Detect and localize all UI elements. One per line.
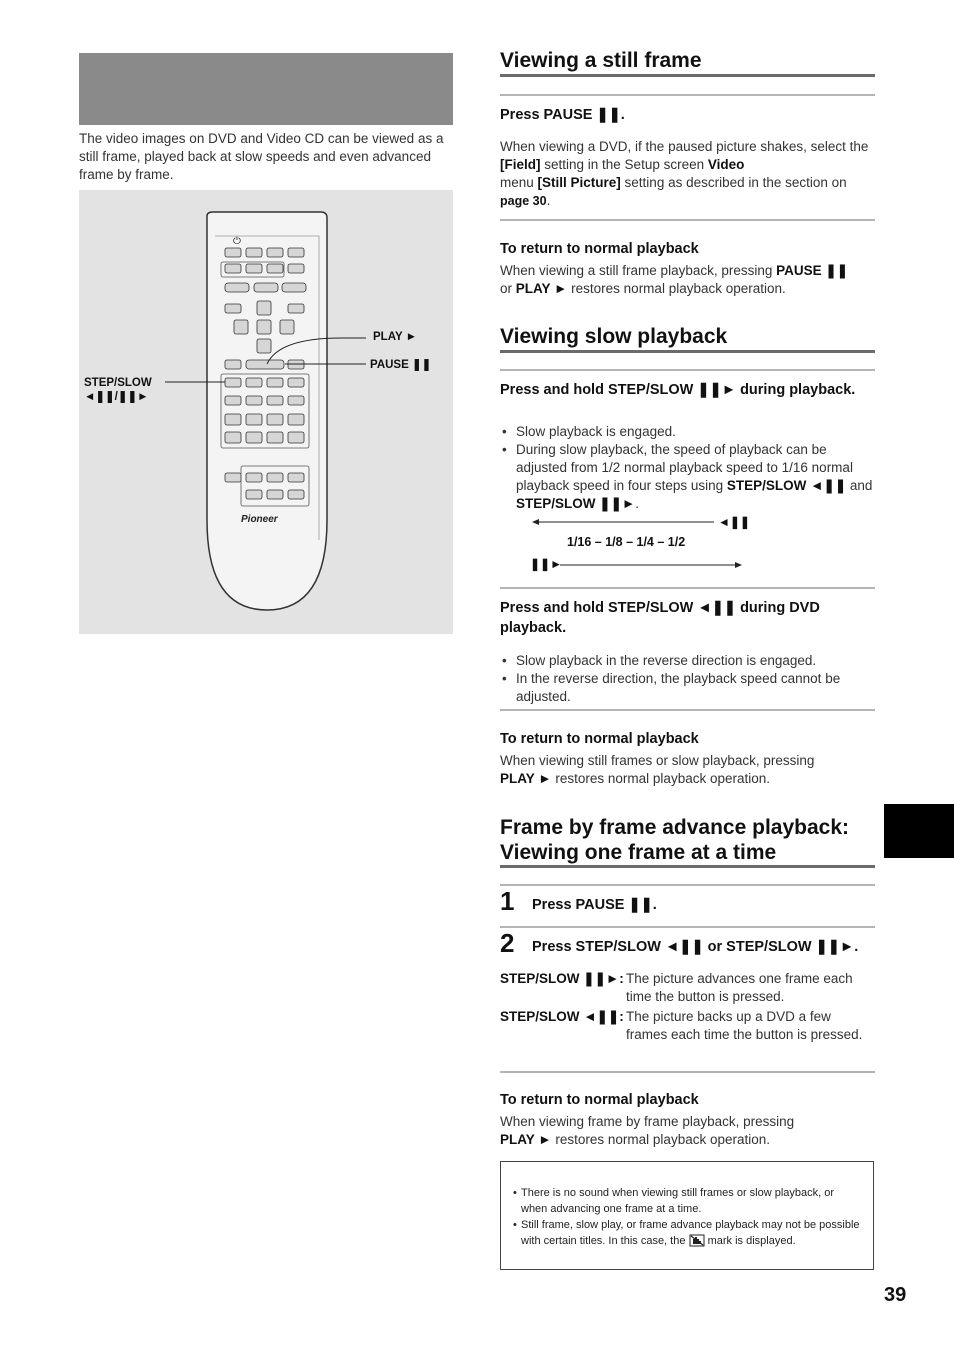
stepslow-label-line1: STEP/SLOW (84, 377, 152, 389)
bullet-item (500, 441, 876, 513)
svg-text:⏻: ⏻ (233, 236, 241, 247)
divider (500, 587, 875, 589)
page-reference: page 30 (500, 194, 547, 208)
frame-return-body (500, 1113, 876, 1149)
still-body-part: setting in the Setup screen (540, 157, 708, 172)
bullet-item: • Slow playback in the reverse direction is engaged. (500, 652, 876, 670)
divider (500, 219, 875, 221)
pause-key: PAUSE ❚❚ (776, 263, 849, 278)
return-text: restores normal playback operation. (567, 281, 786, 296)
section-tab-marker (884, 804, 954, 858)
note-bullet: • There is no sound when viewing still frames or slow playback, or when advancing one frame at a time. (511, 1185, 861, 1217)
divider (500, 926, 875, 928)
return-text: When viewing still frames or slow playback, pressing (500, 753, 815, 768)
still-body (500, 138, 876, 210)
stepslow-callout-label (84, 377, 152, 403)
step-1-instruction: Press PAUSE ❚❚. (532, 897, 657, 913)
divider (500, 884, 875, 886)
still-return-body (500, 262, 876, 298)
def-term: STEP/SLOW ◄❚❚: (500, 1009, 624, 1024)
bullet-text: and (846, 478, 873, 493)
divider (500, 709, 875, 711)
note-content (511, 1185, 861, 1249)
bullet-item: • Slow playback is engaged. (500, 423, 876, 441)
heading-rule (500, 865, 875, 868)
return-text: restores normal playback operation. (551, 1132, 771, 1147)
definition-desc: The picture backs up a DVD a few frames each time the button is pressed. (626, 1009, 863, 1042)
note-bullet (511, 1217, 861, 1249)
still-frame-heading: Viewing a still frame (500, 49, 702, 72)
forward-symbol: ❚❚► (530, 557, 562, 571)
play-key: PLAY ► (515, 281, 568, 296)
bullet-text: . (635, 496, 640, 511)
definition-desc: The picture advances one frame each time the button is pressed. (626, 971, 853, 1004)
frame-advance-heading (500, 815, 849, 865)
divider (500, 1071, 875, 1073)
return-text: When viewing a still frame playback, pressing (500, 263, 777, 278)
slow-forward-instruction: Press and hold STEP/SLOW ❚❚► during playback. (500, 382, 856, 398)
still-press-instruction: Press PAUSE ❚❚. (500, 107, 625, 123)
still-body-part: menu (500, 175, 538, 190)
heading-rule (500, 350, 875, 353)
def-term: STEP/SLOW ❚❚►: (500, 971, 624, 986)
heading-line: Viewing one frame at a time (500, 841, 777, 864)
heading-rule (500, 74, 875, 77)
return-text: restores normal playback operation. (551, 771, 771, 786)
pause-callout-label: PAUSE ❚❚ (370, 359, 432, 371)
slow-return-body (500, 752, 876, 788)
step-number: 1 (500, 886, 515, 916)
note-text: mark is displayed. (704, 1235, 796, 1247)
heading-line: Frame by frame advance playback: (500, 816, 850, 839)
field-setting: [Field] (500, 157, 541, 172)
divider (500, 94, 875, 96)
reverse-symbol: ◄❚❚ (718, 515, 750, 529)
remote-control-illustration (79, 190, 453, 634)
speed-steps-label: 1/16 – 1/8 – 1/4 – 1/2 (567, 535, 686, 549)
still-body-part: . (546, 193, 551, 208)
slow-return-heading: To return to normal playback (500, 731, 699, 747)
reverse-bullets (500, 652, 876, 706)
prohibited-hand-icon (689, 1233, 705, 1247)
note-box (500, 1161, 874, 1270)
slow-reverse-instruction: Press and hold STEP/SLOW ◄❚❚ during DVD playback. (500, 600, 820, 636)
play-callout-label: PLAY ► (373, 331, 417, 343)
frame-return-heading: To return to normal playback (500, 1092, 699, 1108)
page-number: 39 (884, 1284, 907, 1306)
still-body-part: setting as described in the section on (620, 175, 847, 190)
bullet-text: During slow playback, the speed of playback can be adjusted from 1/2 normal playback speed to 1/16 normal playback speed in four steps using (516, 442, 853, 493)
still-picture-setting: [Still Picture] (537, 175, 621, 190)
play-key: PLAY ► (500, 771, 552, 786)
remote-figure (79, 190, 453, 634)
section-header-bar (79, 53, 453, 125)
divider (500, 369, 875, 371)
note-text: Still frame, slow play, or frame advance playback may not be possible with certain titles. In this case, the (521, 1219, 860, 1247)
still-body-part: When viewing a DVD, if the paused picture shakes, select the (500, 139, 869, 154)
stepslow-label-line2: ◄❚❚/❚❚► (84, 391, 149, 403)
video-menu: Video (707, 157, 745, 172)
intro-text: The video images on DVD and Video CD can be viewed as a still frame, played back at slow speeds and even advanced frame by frame. (79, 131, 444, 182)
step-2-instruction: Press STEP/SLOW ◄❚❚ or STEP/SLOW ❚❚►. (532, 939, 859, 955)
still-return-heading: To return to normal playback (500, 241, 699, 257)
stepslow-reverse-key: STEP/SLOW ◄❚❚ (726, 478, 847, 493)
return-text: When viewing frame by frame playback, pressing (500, 1114, 795, 1129)
step-number: 2 (500, 928, 515, 958)
definition-term (500, 1008, 624, 1026)
slow-bullets (500, 423, 876, 513)
play-key: PLAY ► (500, 1132, 552, 1147)
stepslow-forward-key: STEP/SLOW ❚❚► (516, 496, 636, 511)
definition-term (500, 970, 624, 988)
return-text: or (500, 281, 516, 296)
remote-brand-logo: Pioneer (241, 514, 278, 525)
slow-playback-heading: Viewing slow playback (500, 325, 728, 348)
bullet-item: • In the reverse direction, the playback speed cannot be adjusted. (500, 670, 876, 706)
